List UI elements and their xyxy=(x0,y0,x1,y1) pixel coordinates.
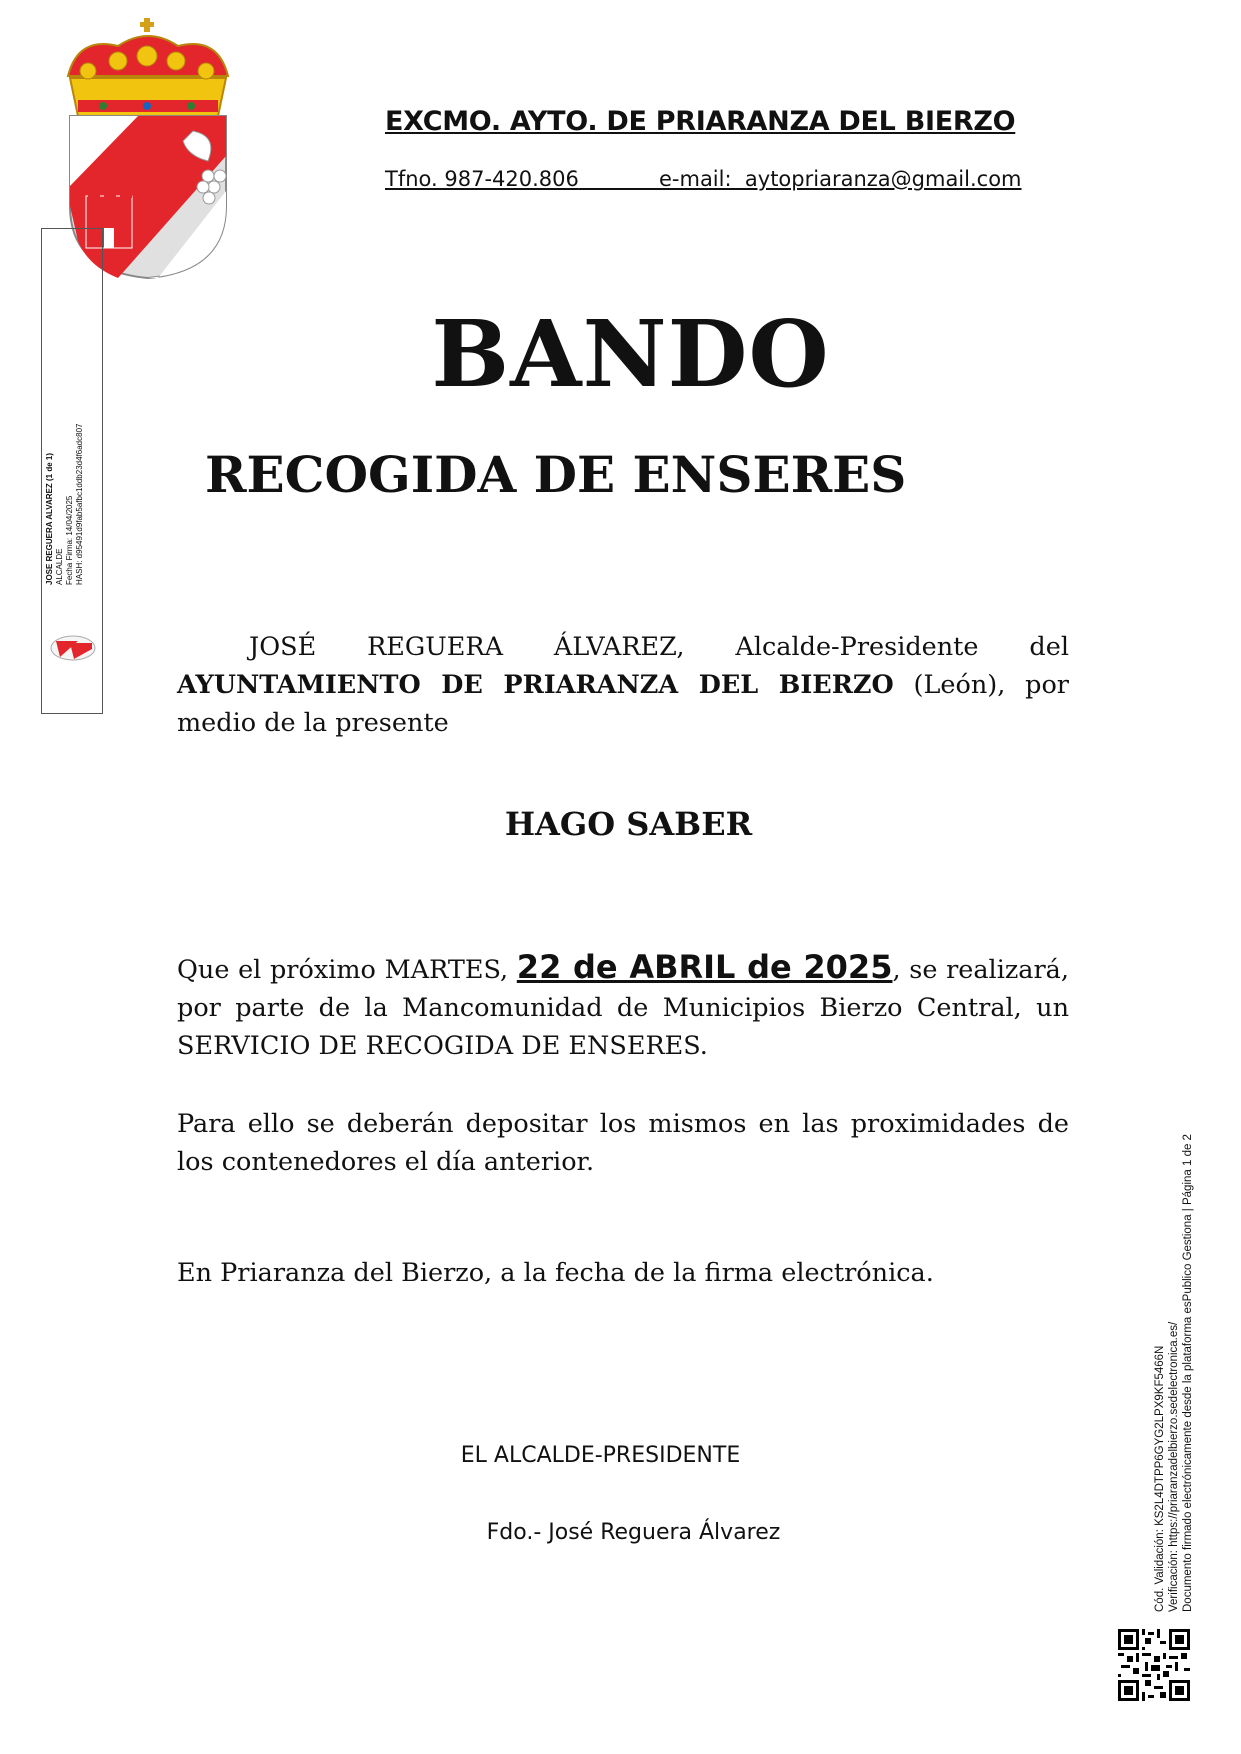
validation-line-3: Documento firmado electrónicamente desde la plataforma esPublico Gestiona | Página 1 de 2 xyxy=(1182,1134,1194,1612)
signature-role: EL ALCALDE-PRESIDENTE xyxy=(460,1443,741,1468)
stamp-line-2: ALCALDE xyxy=(55,548,64,585)
validation-line-1: Cód. Validación: KS2L4DTPP6GYG2LPX9KF5466N xyxy=(1154,1345,1166,1612)
validation-text xyxy=(1153,1134,1195,1612)
intro-name: JOSÉ REGUERA ÁLVAREZ, Alcalde-Presidente del xyxy=(249,632,1069,662)
stamp-line-4: HASH: d95491d9fab5afbc1ddb23d4f6adc807 xyxy=(75,423,84,585)
validation-line-2: Verificación: https://priaranzadelbierzo.sedelectronica.es/ xyxy=(1168,1321,1180,1612)
header-title: EXCMO. AYTO. DE PRIARANZA DEL BIERZO xyxy=(385,106,1016,137)
hago-saber-heading: HAGO SABER xyxy=(504,805,753,843)
qr-code-icon xyxy=(1118,1629,1190,1701)
header-email: e-mail: aytopriaranza@gmail.com xyxy=(658,167,1022,191)
crown-icon xyxy=(68,18,228,116)
p1-date: 22 de ABRIL de 2025 xyxy=(516,948,893,986)
intro-org: AYUNTAMIENTO DE PRIARANZA DEL BIERZO xyxy=(177,670,894,700)
intro-org-suffix: (León), por medio de la presente xyxy=(177,670,1069,738)
body-paragraph-1 xyxy=(177,948,1069,1065)
stamp-logo-icon xyxy=(48,633,98,663)
stamp-line-3: Fecha Firma: 14/04/2025 xyxy=(65,495,74,585)
body-paragraph-3: En Priaranza del Bierzo, a la fecha de la firma electrónica. xyxy=(177,1258,934,1288)
body-paragraph-2: Para ello se deberán depositar los mismos en las proximidades de los contenedores el día anterior. xyxy=(177,1109,1069,1177)
p1-prefix: Que el próximo MARTES, xyxy=(177,955,517,985)
document-subtitle: RECOGIDA DE ENSERES xyxy=(205,445,907,504)
p1-suffix: , se realizará, por parte de la Mancomunidad de Municipios Bierzo Central, un SERVICIO DE RECOGIDA DE ENSERES. xyxy=(177,955,1069,1061)
signature-stamp-text xyxy=(45,424,85,585)
signature-name: Fdo.- José Reguera Álvarez xyxy=(486,1520,781,1545)
document-title: BANDO xyxy=(431,300,830,408)
stamp-line-1: JOSE REGUERA ALVAREZ (1 de 1) xyxy=(45,452,54,585)
intro-paragraph xyxy=(177,628,1069,742)
header-phone: Tfno. 987-420.806 xyxy=(385,167,579,191)
header-contact xyxy=(385,167,1022,191)
